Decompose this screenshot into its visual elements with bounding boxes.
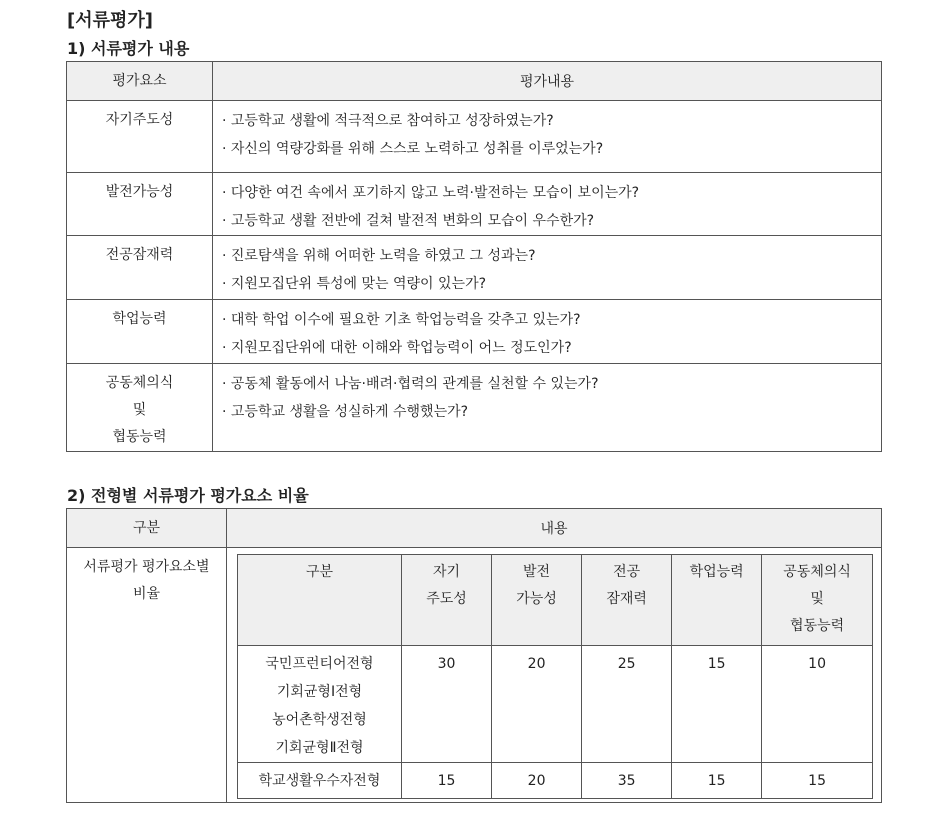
table-row bbox=[67, 173, 882, 236]
inner-header-line: 공동체의식 bbox=[783, 564, 851, 580]
admission-type-line: 농어촌학생전형 bbox=[272, 712, 367, 728]
inner-header-line: 주도성 bbox=[426, 591, 467, 607]
content-line: · 지원모집단위 특성에 맞는 역량이 있는가? bbox=[222, 276, 487, 292]
ratio-table bbox=[66, 508, 882, 803]
row-label-line: 비율 bbox=[132, 586, 161, 602]
table-row bbox=[238, 763, 873, 799]
inner-header bbox=[582, 555, 672, 646]
element-label: 전공잠재력 bbox=[105, 247, 174, 263]
section2-heading: 2) 전형별 서류평가 평가요소 비율 bbox=[67, 486, 309, 505]
header-content: 내용 bbox=[227, 509, 882, 548]
ratio-value: 20 bbox=[492, 763, 582, 799]
evaluation-element bbox=[67, 173, 213, 236]
element-label: 공동체의식 bbox=[105, 375, 174, 391]
element-label: 협동능력 bbox=[112, 429, 167, 445]
header-element: 평가요소 bbox=[67, 62, 213, 101]
ratio-value: 15 bbox=[672, 646, 762, 763]
table-row bbox=[67, 101, 882, 173]
inner-header bbox=[492, 555, 582, 646]
content-line: · 자신의 역량강화를 위해 스스로 노력하고 성취를 이루었는가? bbox=[222, 141, 604, 157]
element-label: 발전가능성 bbox=[105, 184, 174, 200]
ratio-value: 15 bbox=[402, 763, 492, 799]
table-row bbox=[67, 300, 882, 364]
ratio-value: 15 bbox=[672, 763, 762, 799]
ratio-value: 25 bbox=[582, 646, 672, 763]
evaluation-element bbox=[67, 300, 213, 364]
row-label bbox=[67, 548, 227, 803]
inner-header-line: 발전 bbox=[523, 564, 551, 580]
admission-type bbox=[238, 646, 402, 763]
ratio-value: 20 bbox=[492, 646, 582, 763]
ratio-inner-table bbox=[237, 554, 873, 799]
content-line: · 고등학교 생활 전반에 걸쳐 발전적 변화의 모습이 우수한가? bbox=[222, 213, 595, 229]
inner-header-line: 자기 bbox=[432, 564, 461, 580]
ratio-value: 15 bbox=[762, 763, 873, 799]
content-line: · 고등학교 생활을 성실하게 수행했는가? bbox=[222, 404, 469, 420]
content-line: · 고등학교 생활에 적극적으로 참여하고 성장하였는가? bbox=[222, 113, 554, 129]
admission-type-line: 학교생활우수자전형 bbox=[258, 773, 381, 789]
evaluation-content bbox=[213, 300, 882, 364]
inner-header bbox=[238, 555, 402, 646]
inner-header-line: 및 bbox=[810, 591, 824, 607]
admission-type bbox=[238, 763, 402, 799]
content-line: · 대학 학업 이수에 필요한 기초 학업능력을 갖추고 있는가? bbox=[222, 312, 581, 328]
admission-type-line: 기회균형Ⅰ전형 bbox=[276, 684, 363, 700]
admission-type-line: 국민프런티어전형 bbox=[265, 656, 374, 672]
evaluation-content bbox=[213, 101, 882, 173]
inner-header-line: 전공 bbox=[613, 564, 641, 580]
page-title: [서류평가] bbox=[67, 10, 154, 31]
row-label-line: 서류평가 평가요소별 bbox=[83, 559, 210, 575]
header-content: 평가내용 bbox=[213, 62, 882, 101]
evaluation-element bbox=[67, 236, 213, 300]
inner-header-line: 가능성 bbox=[516, 591, 557, 607]
section1-heading: 1) 서류평가 내용 bbox=[67, 39, 190, 58]
inner-header-line: 학업능력 bbox=[689, 564, 744, 580]
table-row bbox=[67, 364, 882, 452]
content-line: · 진로탐색을 위해 어떠한 노력을 하였고 그 성과는? bbox=[222, 248, 536, 264]
ratio-value: 30 bbox=[402, 646, 492, 763]
element-label: 및 bbox=[132, 402, 147, 418]
inner-header-line: 구분 bbox=[305, 564, 334, 580]
element-label: 학업능력 bbox=[112, 311, 167, 327]
evaluation-element bbox=[67, 364, 213, 452]
content-line: · 공동체 활동에서 나눔·배려·협력의 관계를 실천할 수 있는가? bbox=[222, 376, 599, 392]
evaluation-content bbox=[213, 236, 882, 300]
table-row bbox=[67, 236, 882, 300]
ratio-value: 35 bbox=[582, 763, 672, 799]
evaluation-content-table bbox=[66, 61, 882, 452]
table-row bbox=[238, 646, 873, 763]
ratio-value: 10 bbox=[762, 646, 873, 763]
header-category: 구분 bbox=[67, 509, 227, 548]
evaluation-content bbox=[213, 173, 882, 236]
evaluation-content bbox=[213, 364, 882, 452]
admission-type-line: 기회균형Ⅱ전형 bbox=[275, 740, 364, 756]
inner-header bbox=[402, 555, 492, 646]
content-line: · 지원모집단위에 대한 이해와 학업능력이 어느 정도인가? bbox=[222, 340, 572, 356]
evaluation-element bbox=[67, 101, 213, 173]
inner-header bbox=[762, 555, 873, 646]
inner-header bbox=[672, 555, 762, 646]
inner-header-line: 잠재력 bbox=[606, 591, 647, 607]
element-label: 자기주도성 bbox=[105, 112, 174, 128]
content-line: · 다양한 여건 속에서 포기하지 않고 노력·발전하는 모습이 보이는가? bbox=[222, 185, 640, 201]
inner-header-line: 협동능력 bbox=[790, 618, 845, 634]
